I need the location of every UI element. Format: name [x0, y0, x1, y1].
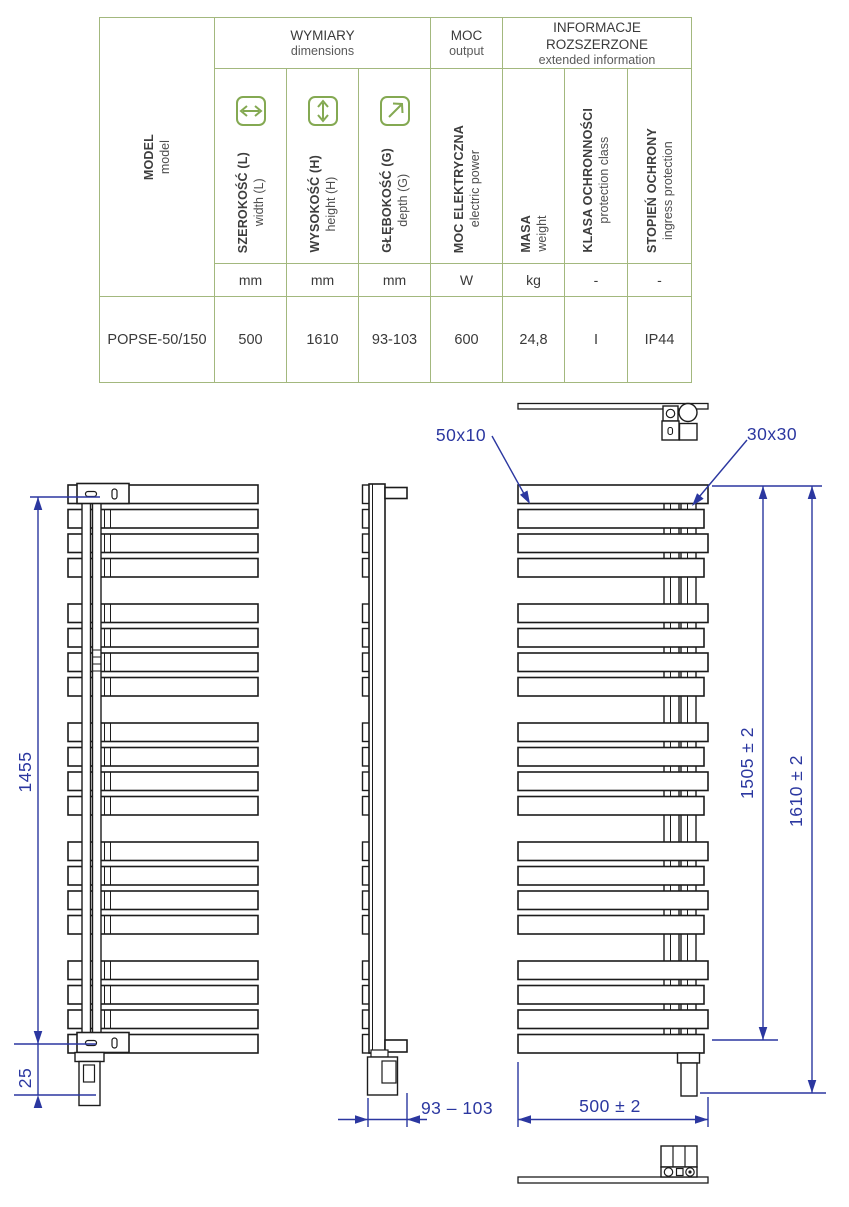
cell-protection-class: I — [565, 297, 628, 383]
group-header-output: MOC output — [431, 18, 503, 69]
column-depth-label: GŁĘBOKOŚĆ (G) depth (G) — [379, 148, 410, 253]
dimension-bottom-offset: 25 — [15, 1067, 35, 1089]
cell-power: 600 — [431, 297, 503, 383]
dimension-depth-range: 93 – 103 — [420, 1098, 494, 1118]
cell-height: 1610 — [287, 297, 359, 383]
label-collector-profile: 30x30 — [746, 424, 798, 444]
unit-height: mm — [287, 264, 359, 297]
unit-depth: mm — [359, 264, 431, 297]
front-view-drawing — [68, 484, 258, 1106]
unit-protection-class: - — [565, 264, 628, 297]
group-header-dimensions: WYMIARY dimensions — [215, 18, 431, 69]
unit-weight: kg — [503, 264, 565, 297]
unit-width: mm — [215, 264, 287, 297]
dimension-front-height: 1455 — [15, 751, 35, 793]
cell-width: 500 — [215, 297, 287, 383]
label-bar-profile: 50x10 — [435, 425, 487, 445]
side-view-drawing — [363, 484, 408, 1095]
cell-model: POPSE-50/150 — [100, 297, 215, 383]
column-ingress-protection-label: STOPIEŃ OCHRONY ingress protection — [644, 127, 675, 253]
dimension-pipe-center-height: 1505 ± 2 — [737, 727, 757, 799]
column-height-label: WYSOKOŚĆ (H) height (H) — [307, 155, 338, 253]
dimension-overall-width: 500 ± 2 — [579, 1096, 641, 1116]
bottom-view-drawing — [518, 1146, 708, 1183]
column-weight-label: MASA weight — [518, 215, 549, 253]
unit-ingress: - — [628, 264, 692, 297]
top-view-drawing — [518, 404, 708, 441]
unit-power: W — [431, 264, 503, 297]
cell-weight: 24,8 — [503, 297, 565, 383]
cell-ingress: IP44 — [628, 297, 692, 383]
group-header-extended-info: INFORMACJE ROZSZERZONE extended information — [503, 18, 692, 69]
model-header-label: MODEL model — [142, 133, 172, 181]
column-width-label: SZEROKOŚĆ (L) width (L) — [235, 151, 266, 253]
dimension-overall-height: 1610 ± 2 — [786, 755, 806, 827]
front-view-right-drawing — [518, 485, 708, 1096]
cell-depth: 93-103 — [359, 297, 431, 383]
column-protection-class-label: KLASA OCHRONNOŚCI protection class — [581, 108, 611, 253]
column-electric-power-label: MOC ELEKTRYCZNA electric power — [451, 124, 482, 253]
